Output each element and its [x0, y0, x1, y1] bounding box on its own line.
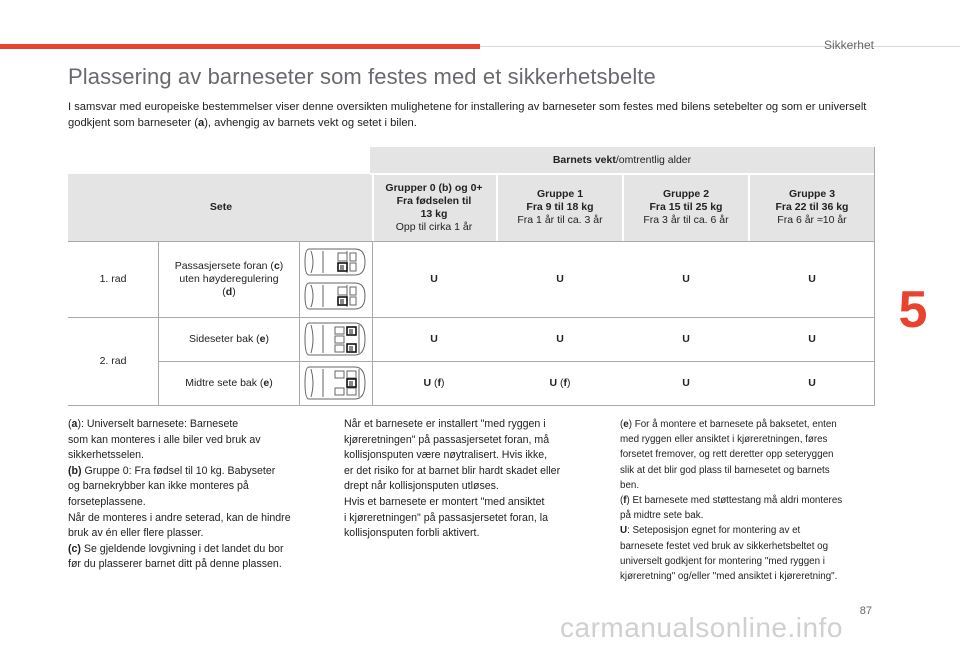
header-divider: [372, 174, 374, 241]
page-number: 87: [859, 605, 872, 617]
value-cell: U: [430, 272, 438, 285]
value-cell: U: [808, 272, 816, 285]
watermark: carmanualsonline.info: [560, 612, 843, 643]
footnote-line: (c) Se gjeldende lovgivning i det landet du bor: [68, 542, 284, 555]
footnote-line: Når de monteres i andre seterad, kan de hindre: [68, 511, 291, 524]
warning-line: kollisjonsputen forbli aktivert.: [344, 527, 480, 540]
footnote-line: forsetet fremover, og rett deretter opp seteryggen: [620, 449, 834, 461]
warning-line: kollisjonsputen være nøytralisert. Hvis ikke,: [344, 449, 548, 462]
footnotes-col1: [68, 417, 338, 573]
seat-header: Sete: [68, 174, 374, 241]
value-cell: U: [682, 272, 690, 285]
chapter-number: 5: [898, 281, 928, 339]
row-label: 2. rad: [99, 354, 127, 367]
footnote-line: med ryggen eller ansiktet i kjøreretningen, føres: [620, 434, 828, 446]
car-front-passenger-seat-icon: [303, 245, 369, 313]
header-divider: [748, 174, 750, 241]
footnote-line: universelt godkjent for montering "med ryggen i: [620, 555, 825, 567]
page-title: Plassering av barneseter som festes med et sikkerhetsbelte: [68, 64, 656, 89]
footnote-line: barnesete festet ved bruk av sikkerhetsbeltet og: [620, 540, 829, 552]
col-line: [158, 241, 159, 405]
group-3-header: Gruppe 3 Fra 22 til 36 kg Fra 6 år ≈10 år: [750, 174, 874, 241]
table-border: [874, 147, 875, 406]
airbag-warning: [344, 417, 604, 542]
seat-label: Passasjersete foran (c) uten høyderegulering (d): [174, 259, 284, 298]
footnote-line: (f) Et barnesete med støttestang må aldri monteres: [620, 495, 843, 507]
footnote-line: før du plasserer barnet ditt på denne plassen.: [68, 558, 282, 571]
warning-line: Hvis et barnesete er montert "med ansiktet: [344, 495, 545, 508]
seat-label: Sideseter bak (e): [189, 332, 269, 345]
group-1-header: Gruppe 1 Fra 9 til 18 kg Fra 1 år til ca. 3 år: [498, 174, 622, 241]
footnote-line: slik at det blir god plass til barnesetet og barnets: [620, 464, 830, 476]
col-line: [299, 241, 300, 405]
car-rear-middle-seat-icon: [303, 365, 369, 401]
value-cell: U (f): [423, 376, 445, 389]
section-title: Sikkerhet: [823, 38, 874, 52]
warning-line: i kjøreretningen" på passasjersetet foran, la: [344, 511, 548, 524]
footnote-line: kjøreretning" og/eller "med ansiktet i kjøreretning".: [620, 571, 838, 583]
value-cell: U: [556, 272, 564, 285]
footnote-line: bruk av én eller flere plasser.: [68, 527, 204, 540]
group-2-header: Gruppe 2 Fra 15 til 25 kg Fra 3 år til ca. 6 år: [624, 174, 748, 241]
value-cell: U (f): [549, 376, 571, 389]
footnote-line: som kan monteres i alle biler ved bruk av: [68, 433, 261, 446]
header-divider: [496, 174, 498, 241]
footnote-line: på midtre sete bak.: [620, 510, 704, 522]
value-cell: U: [808, 376, 816, 389]
footnote-line: (b) Gruppe 0: Fra fødsel til 10 kg. Babyseter: [68, 464, 276, 477]
warning-line: drept når kollisjonsputen utløses.: [344, 480, 499, 493]
footnote-line: ben.: [620, 479, 640, 491]
footnote-line: og barnekrybber kan ikke monteres på: [68, 480, 249, 493]
value-cell: U: [808, 332, 816, 345]
row-label: 1. rad: [99, 272, 127, 285]
footnote-line: (e) For å montere et barnesete på baksetet, enten: [620, 419, 837, 430]
value-cell: U: [556, 332, 564, 345]
footnote-line: forseteplassene.: [68, 495, 146, 508]
seat-label: Midtre sete bak (e): [185, 376, 273, 389]
warning-line: kjøreretningen" på passasjersetet foran, må: [344, 433, 550, 446]
header-divider: [622, 174, 624, 241]
intro-paragraph: I samsvar med europeiske bestemmelser viser denne oversikten mulighetene for installering av barneseter som festes med bilens setebelter og som er universelt godkjent som barneseter (a), avhengig av barnets vekt og setet i bilen.: [68, 101, 867, 129]
top-rule: [480, 46, 960, 47]
top-accent-bar: [0, 44, 480, 49]
warning-line: er det risiko for at barnet blir hardt skadet eller: [344, 464, 561, 477]
footnotes-col3: [620, 417, 882, 584]
value-cell: U: [682, 376, 690, 389]
warning-line: Når et barnesete er installert "med ryggen i: [344, 418, 546, 430]
row-line: [68, 405, 874, 406]
footnote-line: U: Seteposisjon egnet for montering av et: [620, 525, 801, 537]
value-cell: U: [430, 332, 438, 345]
car-rear-side-seats-icon: [303, 321, 369, 357]
group-0-header: Grupper 0 (b) og 0+ Fra fødselen til 13 kg Opp til cirka 1 år: [372, 174, 496, 241]
weight-age-header: Barnets vekt/omtrentlig alder: [370, 147, 874, 174]
value-cell: U: [682, 332, 690, 345]
footnote-line: (a): Universelt barnesete: Barnesete: [68, 418, 239, 430]
footnote-line: sikkerhetsselen.: [68, 449, 144, 462]
